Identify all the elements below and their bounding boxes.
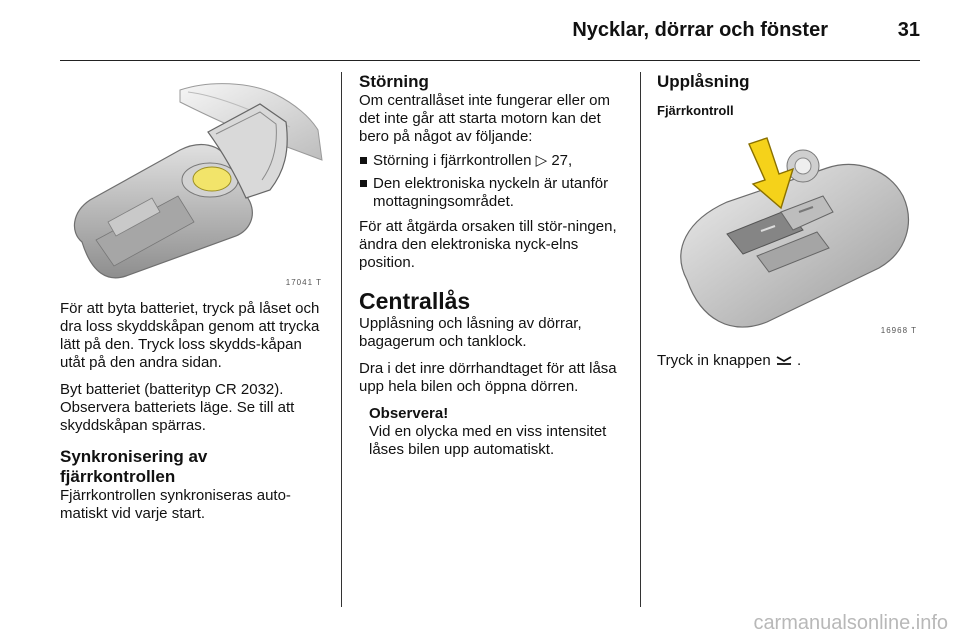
watermark: carmanualsonline.info: [753, 612, 948, 634]
column-middle: [359, 72, 624, 468]
header-title: Nycklar, dörrar och fönster: [572, 19, 828, 41]
column-left: [60, 72, 324, 532]
section-heading: Upplåsning: [657, 72, 750, 91]
battery-replace-text: Byt batteriet (batterityp CR 2032). Observera batteriets läge. Se till att skyddskåpan spärras.: [60, 381, 295, 434]
main-heading: Centrallås: [359, 288, 471, 314]
page-reference-icon: ▷: [535, 152, 548, 169]
note-text: Vid en olycka med en viss intensitet låses bilen upp automatiskt.: [369, 423, 607, 458]
column-divider: [640, 72, 641, 607]
unlock-caption: Tryck in knappen .: [657, 352, 802, 369]
note-title: Observera!: [369, 405, 449, 422]
fault-intro: Om centrallåset inte fungerar eller om det inte går att starta motorn kan det bero på något av följande:: [359, 92, 610, 145]
note-block: [359, 405, 624, 459]
subsection-heading: Fjärrkontroll: [657, 103, 734, 118]
key-battery-drawing: [60, 72, 324, 288]
key-battery-illustration: [60, 72, 324, 288]
column-right: [657, 72, 919, 379]
battery-instructions: För att byta batteriet, tryck på låset och dra loss skyddskåpan genom att trycka lätt på den. Tryck loss skydds-kåpan utåt på den andra sidan.: [60, 300, 320, 371]
list-item: Den elektroniska nyckeln är utanför mottagningsområdet.: [359, 175, 624, 211]
section-heading: Synkronisering av fjärrkontrollen: [60, 447, 208, 486]
page-number: 31: [897, 19, 920, 41]
remote-unlock-illustration: [657, 130, 919, 336]
unlock-button-icon: [775, 352, 797, 369]
remote-unlock-drawing: [657, 130, 919, 336]
figure-reference: 17041 T: [285, 278, 322, 287]
sync-text: Fjärrkontrollen synkroniseras auto-matiskt vid varje start.: [60, 487, 291, 522]
lock-intro: Upplåsning och låsning av dörrar, bagagerum och tanklock.: [359, 315, 582, 350]
list-item: Störning i fjärrkontrollen ▷ 27,: [359, 152, 624, 170]
fault-list: [359, 152, 624, 211]
figure-reference: 16968 T: [880, 326, 917, 335]
column-divider: [341, 72, 342, 607]
section-heading: Störning: [359, 72, 429, 91]
door-handle-text: Dra i det inre dörrhandtaget för att låsa upp hela bilen och öppna dörren.: [359, 360, 617, 395]
page-header: [60, 0, 920, 61]
fault-fix-text: För att åtgärda orsaken till stör-ningen, ändra den elektroniska nyck-elns position.: [359, 218, 617, 271]
